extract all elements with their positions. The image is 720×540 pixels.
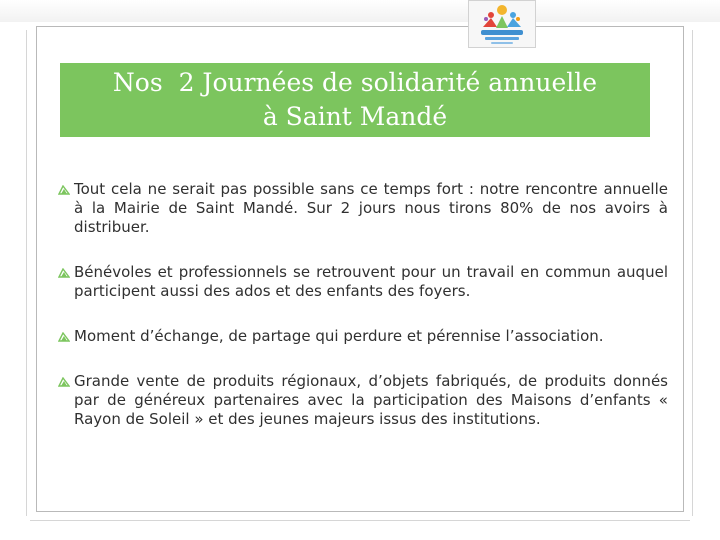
slide-title-line-2: à Saint Mandé (262, 102, 448, 131)
bullet-icon (58, 185, 70, 195)
logo-icon (469, 1, 535, 47)
bullet-item (58, 327, 668, 346)
bullet-text: Grande vente de produits régionaux, d’objets fabriqués, de produits donnés par de généreux partenaires avec la participation des Maisons d’enfants « Rayon de Soleil » et des jeunes majeurs issus des institutions. (74, 372, 668, 428)
bullet-icon (58, 332, 70, 342)
bullet-text: Tout cela ne serait pas possible sans ce temps fort : notre rencontre annuelle à la Mairie de Saint Mandé. Sur 2 jours nous tirons 80% de nos avoirs à distribuer. (74, 180, 668, 236)
bullet-icon (58, 377, 70, 387)
bullet-text: Bénévoles et professionnels se retrouvent pour un travail en commun auquel participent aussi des ados et des enfants des foyers. (74, 263, 668, 300)
frame-line-left (26, 30, 27, 516)
bullet-icon (58, 268, 70, 278)
bullet-text: Moment d’échange, de partage qui perdure et pérennise l’association. (74, 327, 604, 345)
bullet-item (58, 263, 668, 301)
bullet-list (58, 180, 668, 429)
frame-line-right (692, 30, 693, 516)
organization-logo (468, 0, 536, 48)
frame-line-bottom (30, 520, 690, 521)
slide-top-strip (0, 0, 720, 22)
bullet-item (58, 180, 668, 237)
slide-title-line-1: Nos 2 Journées de solidarité annuelle (112, 68, 598, 97)
slide-title (60, 63, 650, 137)
bullet-item (58, 372, 668, 429)
